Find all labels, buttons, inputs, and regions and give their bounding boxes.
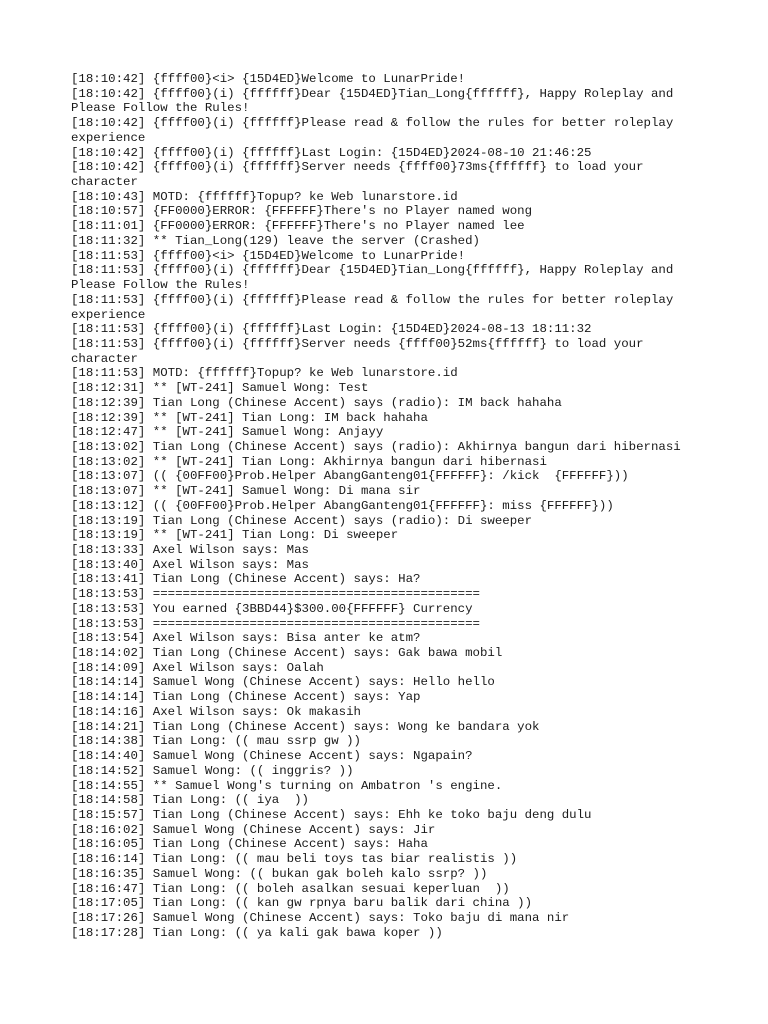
log-line: [18:13:12] (( {00FF00}Prob.Helper AbangGanteng01{FFFFFF}: miss {FFFFFF})) [71, 498, 614, 513]
log-line: [18:14:21] Tian Long (Chinese Accent) says: Wong ke bandara yok [71, 719, 540, 734]
log-line: [18:12:31] ** [WT-241] Samuel Wong: Test [71, 381, 369, 396]
log-line: [18:11:53] {ffff00}(i) {ffffff}Please read & follow the rules for better roleplay experience [71, 292, 681, 322]
log-line: [18:13:53] ============================================ [71, 587, 480, 602]
log-line: [18:13:40] Axel Wilson says: Mas [71, 557, 309, 572]
log-line: [18:13:07] ** [WT-241] Samuel Wong: Di mana sir [71, 484, 421, 499]
log-line: [18:13:02] ** [WT-241] Tian Long: Akhirnya bangun dari hibernasi [71, 454, 547, 469]
log-line: [18:11:01] {FF0000}ERROR: {FFFFFF}There's no Player named lee [71, 219, 525, 234]
log-line: [18:11:53] {ffff00}(i) {ffffff}Dear {15D4ED}Tian_Long{ffffff}, Happy Roleplay and Please Follow the Rules! [71, 263, 681, 293]
log-line: [18:11:53] {ffff00}(i) {ffffff}Last Login: {15D4ED}2024-08-13 18:11:32 [71, 322, 592, 337]
log-line: [18:13:53] ============================================ [71, 616, 480, 631]
log-line: [18:14:14] Tian Long (Chinese Accent) says: Yap [71, 690, 421, 705]
log-line: [18:17:28] Tian Long: (( ya kali gak bawa koper )) [71, 925, 443, 940]
log-line: [18:10:42] {ffff00}(i) {ffffff}Server needs {ffff00}73ms{ffffff} to load your character [71, 160, 651, 190]
log-line: [18:13:07] (( {00FF00}Prob.Helper AbangGanteng01{FFFFFF}: /kick {FFFFFF})) [71, 469, 629, 484]
log-line: [18:11:53] {ffff00}<i> {15D4ED}Welcome to LunarPride! [71, 248, 466, 263]
log-line: [18:17:05] Tian Long: (( kan gw rpnya baru balik dari china )) [71, 896, 533, 911]
log-line: [18:13:19] Tian Long (Chinese Accent) says (radio): Di sweeper [71, 513, 533, 528]
log-line: [18:11:32] ** Tian_Long(129) leave the server (Crashed) [71, 233, 480, 248]
log-line: [18:12:39] ** [WT-241] Tian Long: IM back hahaha [71, 410, 428, 425]
log-line: [18:14:40] Samuel Wong (Chinese Accent) says: Ngapain? [71, 749, 473, 764]
log-line: [18:10:42] {ffff00}<i> {15D4ED}Welcome to LunarPride! [71, 72, 466, 86]
log-line: [18:13:33] Axel Wilson says: Mas [71, 543, 309, 557]
log-line: [18:16:14] Tian Long: (( mau beli toys tas biar realistis )) [71, 852, 518, 867]
log-line: [18:16:35] Samuel Wong: (( bukan gak boleh kalo ssrp? )) [71, 866, 488, 881]
log-line: [18:10:42] {ffff00}(i) {ffffff}Last Login: {15D4ED}2024-08-10 21:46:25 [71, 145, 592, 160]
log-line: [18:17:26] Samuel Wong (Chinese Accent) says: Toko baju di mana nir [71, 910, 570, 925]
log-line: [18:11:53] MOTD: {ffffff}Topup? ke Web lunarstore.id [71, 366, 458, 381]
log-line: [18:12:47] ** [WT-241] Samuel Wong: Anjayy [71, 425, 384, 440]
log-line: [18:15:57] Tian Long (Chinese Accent) says: Ehh ke toko baju deng dulu [71, 807, 592, 822]
log-line: [18:14:14] Samuel Wong (Chinese Accent) says: Hello hello [71, 675, 495, 690]
log-line: [18:14:52] Samuel Wong: (( inggris? )) [71, 763, 354, 778]
chat-log [71, 72, 699, 940]
log-line: [18:14:16] Axel Wilson says: Ok makasih [71, 704, 361, 719]
log-line: [18:14:58] Tian Long: (( iya )) [71, 793, 309, 808]
log-line: [18:14:55] ** Samuel Wong's turning on Ambatron 's engine. [71, 778, 503, 793]
log-line: [18:13:53] You earned {3BBD44}$300.00{FFFFFF} Currency [71, 601, 473, 616]
log-line: [18:10:57] {FF0000}ERROR: {FFFFFF}There's no Player named wong [71, 204, 533, 219]
log-line: [18:16:47] Tian Long: (( boleh asalkan sesuai keperluan )) [71, 881, 510, 896]
log-line: [18:14:02] Tian Long (Chinese Accent) says: Gak bawa mobil [71, 646, 503, 661]
log-line: [18:13:02] Tian Long (Chinese Accent) says (radio): Akhirnya bangun dari hibernasi [71, 439, 681, 454]
log-line: [18:13:54] Axel Wilson says: Bisa anter ke atm? [71, 631, 421, 646]
log-line: [18:13:19] ** [WT-241] Tian Long: Di sweeper [71, 528, 399, 543]
log-line: [18:11:53] {ffff00}(i) {ffffff}Server needs {ffff00}52ms{ffffff} to load your character [71, 336, 651, 366]
log-line: [18:16:05] Tian Long (Chinese Accent) says: Haha [71, 837, 428, 852]
log-line: [18:14:09] Axel Wilson says: Oalah [71, 660, 324, 675]
log-line: [18:16:02] Samuel Wong (Chinese Accent) says: Jir [71, 822, 436, 837]
log-line: [18:14:38] Tian Long: (( mau ssrp gw )) [71, 734, 361, 749]
log-line: [18:10:43] MOTD: {ffffff}Topup? ke Web lunarstore.id [71, 189, 458, 204]
log-line: [18:12:39] Tian Long (Chinese Accent) says (radio): IM back hahaha [71, 395, 562, 410]
log-line: [18:10:42] {ffff00}(i) {ffffff}Dear {15D4ED}Tian_Long{ffffff}, Happy Roleplay and Please Follow the Rules! [71, 86, 681, 116]
log-line: [18:10:42] {ffff00}(i) {ffffff}Please read & follow the rules for better roleplay experience [71, 116, 681, 145]
log-line: [18:13:41] Tian Long (Chinese Accent) says: Ha? [71, 572, 421, 587]
